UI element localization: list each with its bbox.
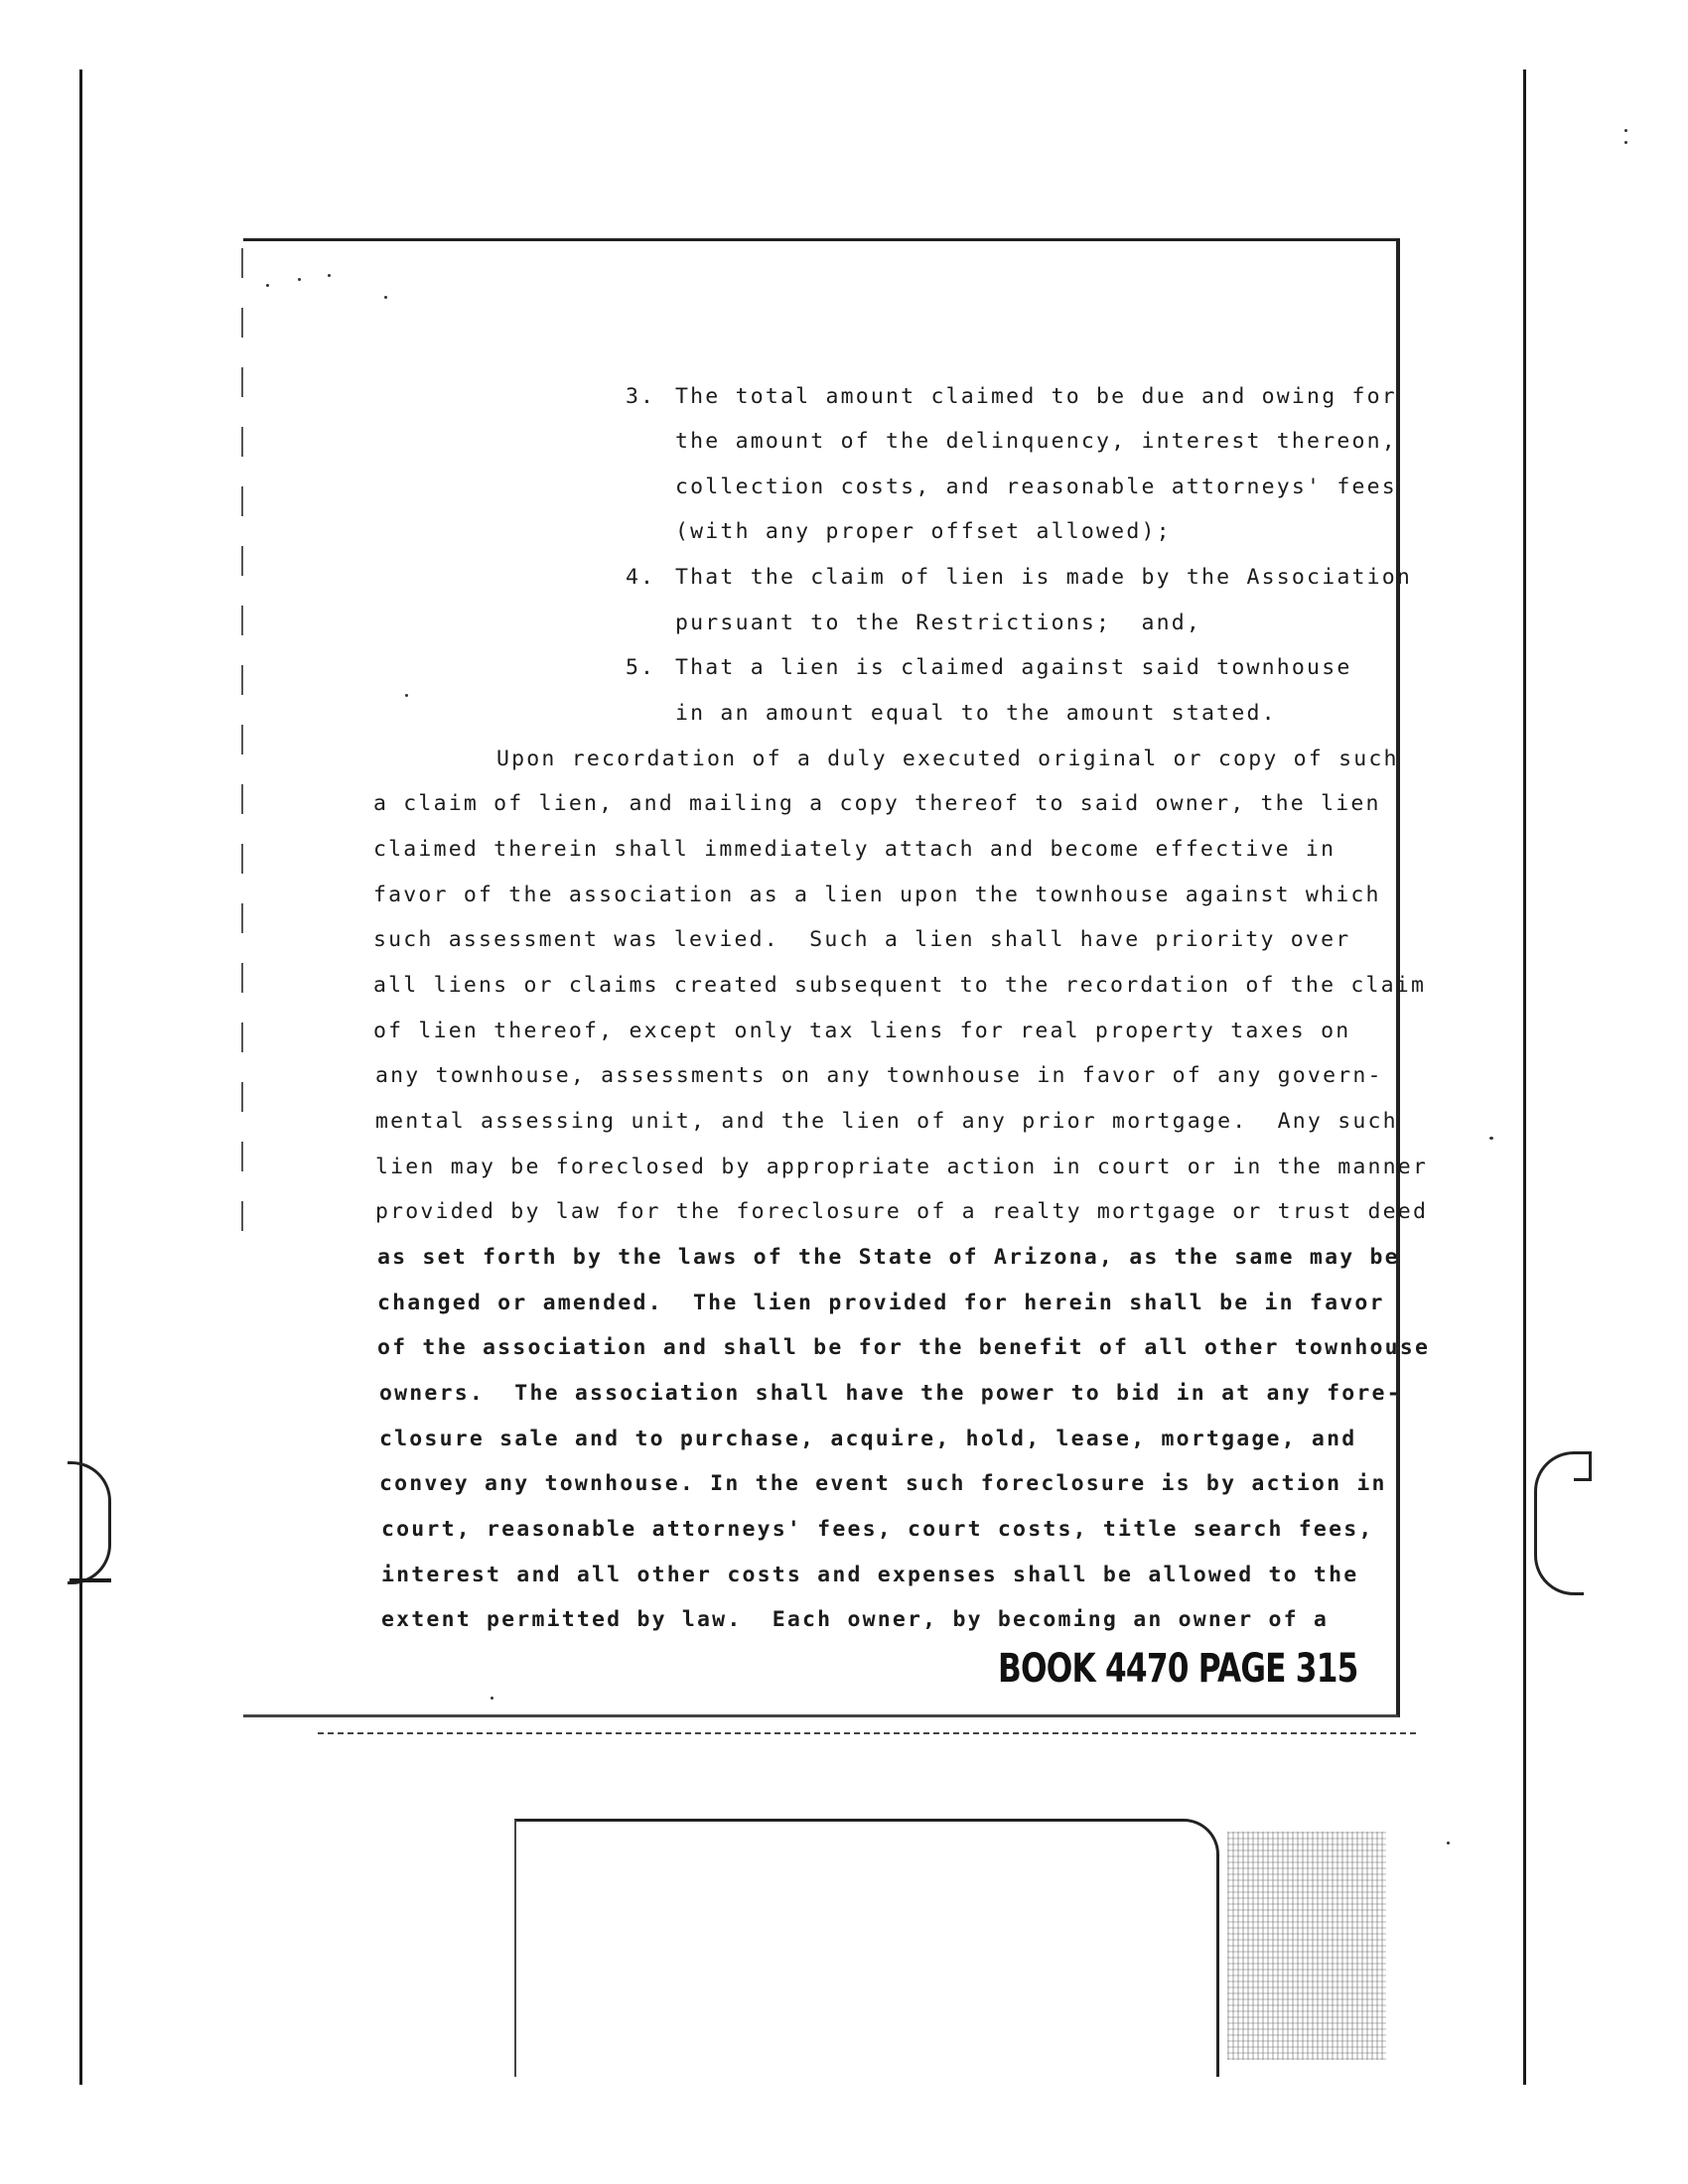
paragraph-line: as set forth by the laws of the State of Arizona, as the same may be	[377, 1245, 1400, 1270]
paragraph-line: changed or amended. The lien provided for herein shall be in favor	[377, 1291, 1385, 1315]
paragraph-line: provided by law for the foreclosure of a realty mortgage or trust deed	[375, 1199, 1429, 1224]
paragraph-line: mental assessing unit, and the lien of any prior mortgage. Any such	[375, 1109, 1398, 1134]
paragraph-line: favor of the association as a lien upon the townhouse against which	[373, 883, 1381, 907]
binder-clip-right-bar	[1574, 1451, 1592, 1481]
paragraph-line: closure sale and to purchase, acquire, hold, lease, mortgage, and	[379, 1427, 1357, 1451]
scan-speck	[298, 278, 301, 281]
scan-speck	[266, 284, 269, 287]
scan-noise-patch	[1227, 1832, 1386, 2060]
paragraph-line: extent permitted by law. Each owner, by becoming an owner of a	[381, 1607, 1330, 1632]
document-sheet-left-edge	[241, 248, 243, 1241]
list-item-line: in an amount equal to the amount stated.	[675, 701, 1277, 726]
scan-speck	[1489, 1137, 1493, 1140]
scan-artifact-line	[318, 1732, 1420, 1734]
book-page-stamp: BOOK 4470 PAGE 315	[998, 1646, 1358, 1692]
list-item-number: 5.	[626, 655, 655, 680]
paragraph-line: a claim of lien, and mailing a copy thereof to said owner, the lien	[373, 791, 1381, 816]
binder-clip-left-bar	[70, 1578, 111, 1582]
scan-speck	[1624, 129, 1627, 132]
paragraph-line: of the association and shall be for the benefit of all other townhouse	[377, 1335, 1431, 1360]
scan-left-edge	[79, 69, 82, 2085]
list-item-number: 4.	[626, 565, 655, 590]
binder-clip-left	[68, 1461, 111, 1584]
list-item-line: That a lien is claimed against said townhouse	[675, 655, 1352, 680]
paragraph-line: owners. The association shall have the power to bid in at any fore-	[379, 1381, 1402, 1406]
paragraph-line: any townhouse, assessments on any townhouse in favor of any govern-	[375, 1063, 1383, 1088]
scan-right-edge	[1523, 69, 1526, 2085]
paragraph-line: convey any townhouse. In the event such foreclosure is by action in	[379, 1471, 1387, 1496]
paragraph-line: court, reasonable attorneys' fees, court costs, title search fees,	[381, 1517, 1374, 1542]
paragraph-line: all liens or claims created subsequent to the recordation of the claim	[373, 973, 1427, 998]
list-item-line: collection costs, and reasonable attorneys' fees	[675, 475, 1397, 499]
next-page-edge	[514, 1819, 1219, 2077]
scan-speck	[1624, 141, 1627, 144]
list-item-line: pursuant to the Restrictions; and,	[675, 611, 1202, 635]
scan-speck	[384, 296, 387, 299]
paragraph-line: interest and all other costs and expenses shall be allowed to the	[381, 1563, 1359, 1587]
scan-speck	[405, 694, 408, 697]
paragraph-line: such assessment was levied. Such a lien shall have priority over	[373, 927, 1351, 952]
paragraph-line: claimed therein shall immediately attach and become effective in	[373, 837, 1336, 862]
list-item-line: (with any proper offset allowed);	[675, 519, 1172, 544]
list-item-line: the amount of the delinquency, interest thereon,	[675, 429, 1397, 454]
list-item-line: That the claim of lien is made by the Association	[675, 565, 1413, 590]
list-item-line: The total amount claimed to be due and owing for	[675, 384, 1397, 409]
list-item-number: 3.	[626, 384, 655, 409]
paragraph-line: Upon recordation of a duly executed original or copy of such	[496, 747, 1399, 771]
paragraph-line: of lien thereof, except only tax liens for real property taxes on	[373, 1019, 1351, 1043]
paragraph-line: lien may be foreclosed by appropriate action in court or in the manner	[375, 1155, 1429, 1179]
scan-speck	[1447, 1842, 1450, 1844]
scan-speck	[328, 274, 331, 277]
scan-speck	[491, 1697, 493, 1700]
